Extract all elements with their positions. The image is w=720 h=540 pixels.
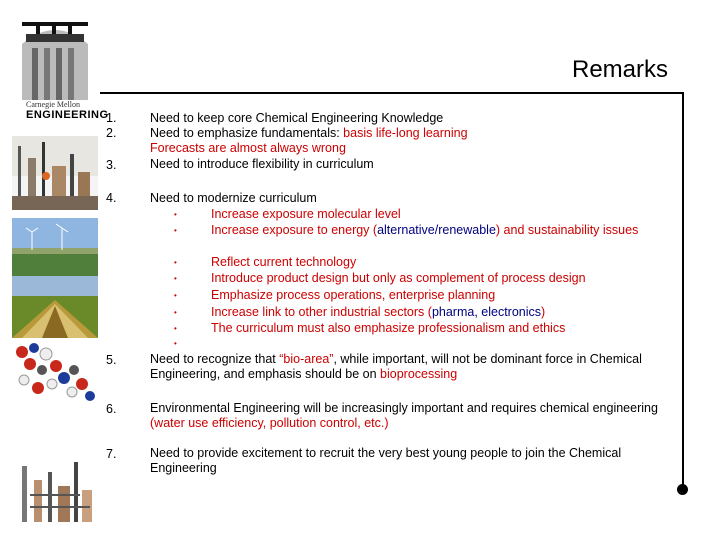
bullet-icon: • <box>174 258 177 267</box>
item-text <box>150 126 688 156</box>
subitem-text <box>211 223 687 238</box>
bullet-icon: • <box>174 226 177 235</box>
item-text-part: Environmental Engineering will be increasingly important and requires chemical engineering <box>150 401 658 415</box>
subitem-text: Increase exposure molecular level <box>211 207 401 221</box>
refinery-image <box>12 136 98 210</box>
subitem-text-part: Increase exposure to energy ( <box>211 223 378 237</box>
subitem-text-part: Increase link to other industrial sectors ( <box>211 305 432 319</box>
subitem-highlight: pharma, electronics <box>431 305 542 319</box>
title-underline <box>100 92 684 94</box>
item-text <box>150 401 688 431</box>
bullet-icon: • <box>174 339 177 348</box>
item-text-part: , while important, will not be dominant force in Chemical Engineering, and emphasis should be on <box>150 352 642 381</box>
item-highlight: basis life-long learning <box>343 126 468 140</box>
bullet-icon: • <box>174 324 177 333</box>
bullet-icon: • <box>174 274 177 283</box>
item-number: 1. <box>106 111 117 125</box>
subitem-text-part: ) and sustainability issues <box>495 223 639 237</box>
item-number: 3. <box>106 158 117 172</box>
item-text: Need to modernize curriculum <box>150 191 317 205</box>
subitem-text: Reflect current technology <box>211 255 357 269</box>
item-number: 7. <box>106 447 117 461</box>
page-title: Remarks <box>571 56 668 83</box>
molecule-image <box>12 340 98 404</box>
subitem-text: The curriculum must also emphasize professionalism and ethics <box>211 321 566 335</box>
sidebar-images <box>0 0 109 540</box>
wind-turbines-image <box>12 218 98 276</box>
item-highlight: Forecasts are almost always wrong <box>150 141 346 155</box>
logo-line2: ENGINEERING <box>26 109 109 121</box>
item-highlight: bioprocessing <box>380 367 458 381</box>
logo-line1: Carnegie Mellon <box>26 100 80 109</box>
item-number: 2. <box>106 126 117 140</box>
item-highlight: (water use efficiency, pollution control, etc.) <box>150 416 389 430</box>
item-text: Need to provide excitement to recruit the very best young people to join the Chemical Engineering <box>150 446 622 475</box>
subitem-text <box>211 305 687 320</box>
crop-field-image <box>12 276 98 338</box>
item-text: Need to keep core Chemical Engineering Knowledge <box>150 111 444 125</box>
cmu-engineering-logo <box>12 100 109 130</box>
border-end-dot <box>677 484 688 495</box>
item-text: Need to introduce flexibility in curriculum <box>150 157 374 171</box>
item-text <box>150 352 688 382</box>
bullet-icon: • <box>174 308 177 317</box>
item-text-part: Need to recognize that <box>150 352 280 366</box>
item-text-part: Need to emphasize fundamentals: <box>150 126 344 140</box>
item-highlight: “bio-area” <box>279 352 334 366</box>
subitem-text: Introduce product design but only as complement of process design <box>211 271 586 285</box>
building-image <box>12 14 98 100</box>
subitem-text: Emphasize process operations, enterprise planning <box>211 288 496 302</box>
item-number: 5. <box>106 353 117 367</box>
bullet-icon: • <box>174 210 177 219</box>
bullet-icon: • <box>174 291 177 300</box>
item-number: 6. <box>106 402 117 416</box>
subitem-text-part: ) <box>541 305 546 319</box>
item-number: 4. <box>106 191 117 205</box>
subitem-highlight: alternative/renewable <box>377 223 496 237</box>
chemical-plant-image <box>12 460 98 522</box>
